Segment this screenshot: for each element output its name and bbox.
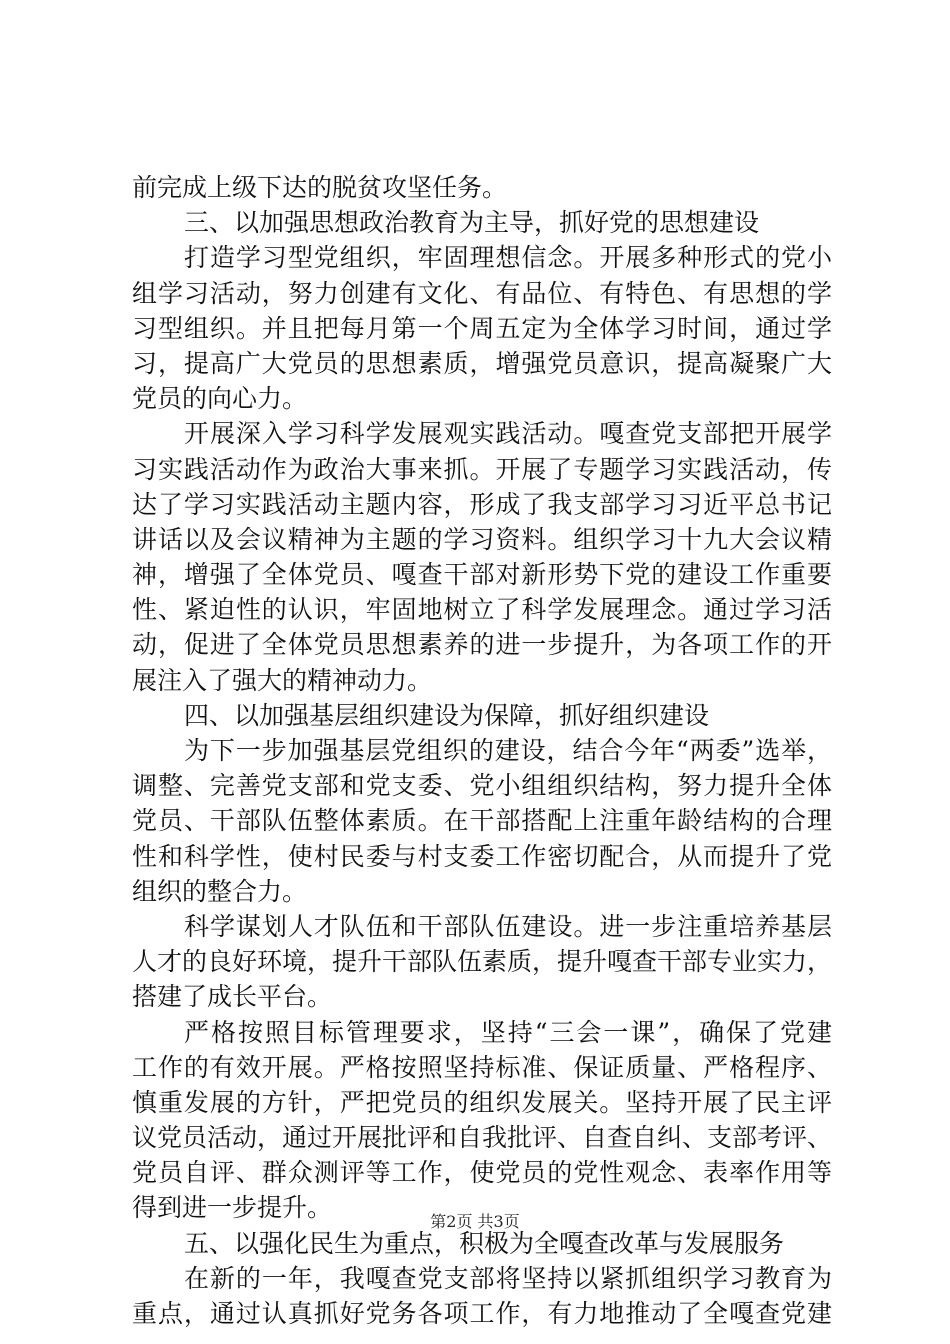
text-line: 人才的良好环境，提升干部队伍素质，提升嘎查干部专业实力， bbox=[132, 947, 833, 977]
text-line: 科学谋划人才队伍和干部队伍建设。进一步注重培养基层 bbox=[184, 911, 832, 941]
text-line: 习实践活动作为政治大事来抓。开展了专题学习实践活动，传 bbox=[132, 454, 832, 484]
document-body bbox=[132, 170, 832, 1331]
text-line: 达了学习实践活动主题内容，形成了我支部学习习近平总书记 bbox=[132, 489, 832, 519]
text-line: 调整、完善党支部和党支委、党小组组织结构，努力提升全体 bbox=[132, 771, 832, 801]
text-line: 前完成上级下达的脱贫攻坚任务。 bbox=[132, 173, 508, 202]
text-line: 搭建了成长平台。 bbox=[132, 982, 333, 1012]
text-line: 党员、干部队伍整体素质。在干部搭配上注重年龄结构的合理 bbox=[132, 806, 832, 836]
text-line: 神，增强了全体党员、嘎查干部对新形势下党的建设工作重要 bbox=[132, 560, 832, 590]
text-line: 在新的一年，我嘎查党支部将坚持以紧抓组织学习教育为 bbox=[184, 1263, 832, 1293]
text-line: 得到进一步提升。 bbox=[132, 1193, 333, 1223]
text-line: 组织的整合力。 bbox=[132, 876, 308, 906]
text-line: 为下一步加强基层党组织的建设，结合今年“两委”选举， bbox=[184, 736, 832, 765]
text-line: 性和科学性，使村民委与村支委工作密切配合，从而提升了党 bbox=[132, 841, 832, 871]
text-line: 重点，通过认真抓好党务各项工作，有力地推动了全嘎查党建 bbox=[132, 1299, 832, 1328]
text-line: 性、紧迫性的认识，牢固地树立了科学发展理念。通过学习活 bbox=[132, 595, 832, 625]
text-line: 议党员活动，通过开展批评和自我批评、自查自纠、支部考评、 bbox=[132, 1123, 833, 1153]
page-number-label: 第2页 共3页 bbox=[430, 1212, 520, 1231]
section-heading: 三、以加强思想政治教育为主导，抓好党的思想建设 bbox=[184, 208, 760, 238]
text-line: 习型组织。并且把每月第一个周五定为全体学习时间，通过学 bbox=[132, 313, 832, 343]
text-line: 组学习活动，努力创建有文化、有品位、有特色、有思想的学 bbox=[132, 278, 832, 308]
text-line: 动，促进了全体党员思想素养的进一步提升，为各项工作的开 bbox=[132, 630, 832, 660]
text-line: 开展深入学习科学发展观实践活动。嘎查党支部把开展学 bbox=[184, 419, 832, 449]
text-line: 工作的有效开展。严格按照坚持标准、保证质量、严格程序、 bbox=[132, 1052, 832, 1082]
text-line: 慎重发展的方针，严把党员的组织发展关。坚持开展了民主评 bbox=[132, 1087, 832, 1117]
section-heading: 四、以加强基层组织建设为保障，抓好组织建设 bbox=[184, 700, 710, 730]
text-line: 党员自评、群众测评等工作，使党员的党性观念、表率作用等 bbox=[132, 1158, 832, 1188]
text-line: 打造学习型党组织，牢固理想信念。开展多种形式的党小 bbox=[184, 243, 832, 273]
text-line: 党员的向心力。 bbox=[132, 384, 308, 414]
section-heading: 五、以强化民生为重点，积极为全嘎查改革与发展服务 bbox=[184, 1228, 785, 1258]
text-line: 习，提高广大党员的思想素质，增强党员意识，提高凝聚广大 bbox=[132, 348, 832, 378]
text-line: 讲话以及会议精神为主题的学习资料。组织学习十九大会议精 bbox=[132, 524, 832, 554]
text-line: 展注入了强大的精神动力。 bbox=[132, 665, 433, 695]
text-line: 严格按照目标管理要求，坚持“三会一课”，确保了党建 bbox=[184, 1017, 832, 1047]
page-footer bbox=[0, 1212, 950, 1232]
